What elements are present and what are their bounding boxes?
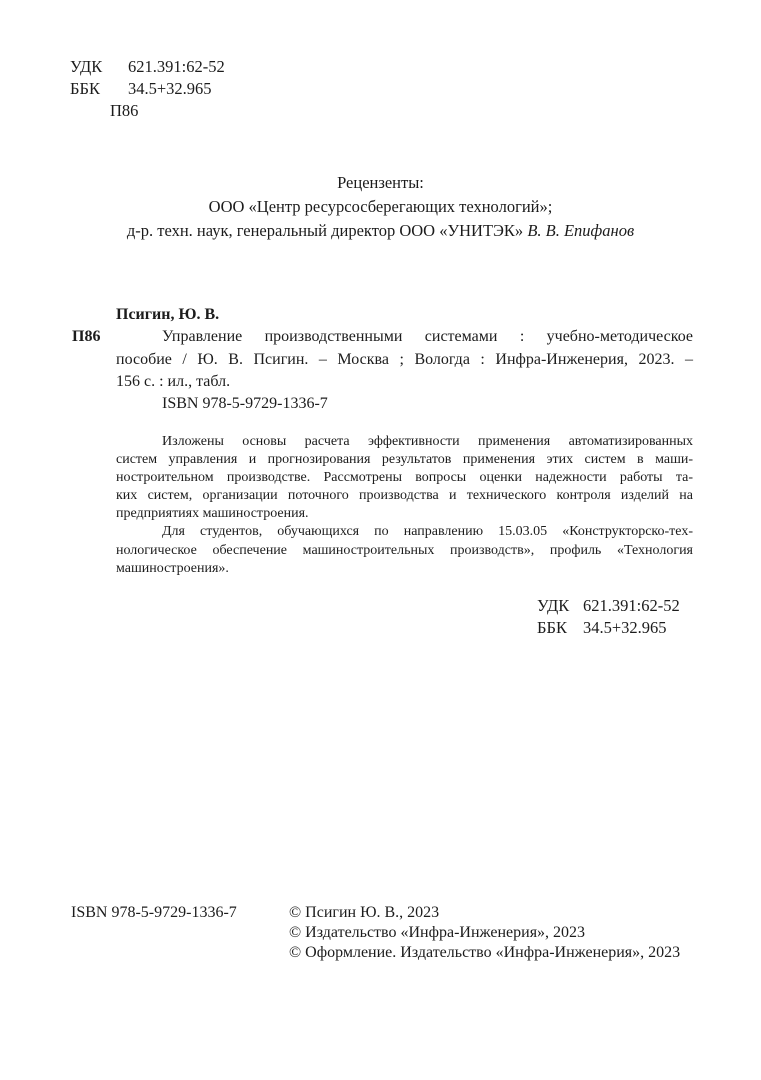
copyright-block-line-2: © Издательство «Инфра-Инженерия», 2023 xyxy=(289,924,586,942)
annotation-block xyxy=(116,433,693,578)
record-lines-line-3: 156 с. : ил., табл. xyxy=(116,372,231,390)
bottom-udk-label: УДК xyxy=(537,596,570,615)
reviewers-block xyxy=(0,171,761,243)
reviewer-1: ООО «Центр ресурсосберегающих технологий»; xyxy=(208,197,553,216)
record-lines-line-2: пособие / Ю. В. Псигин. – Москва ; Вологда : Инфра-Инженерия, 2023. – xyxy=(116,350,693,368)
copyright-block xyxy=(289,903,680,964)
author-sign: П86 xyxy=(110,101,139,120)
annotation-para2-line-2: нологическое обеспечение машиностроительных производств», профиль «Технология xyxy=(116,542,693,558)
annotation-para1-line-1: Изложены основы расчета эффективности применения автоматизированных xyxy=(162,434,693,449)
annotation-para1-line-2: систем управления и прогнозирования результатов применения этих систем в маши- xyxy=(116,452,693,468)
annotation-para1-line-4: ких систем, организации поточного производства и технического контроля изделий на xyxy=(116,488,693,504)
bbk-label: ББК xyxy=(70,79,100,98)
reviewer-2-title: д-р. техн. наук, генеральный директор ООО «УНИТЭК» xyxy=(126,221,528,240)
reviewer-2 xyxy=(0,219,761,243)
bottom-bbk-row xyxy=(537,617,680,639)
record-lines-line-1: Управление производственными системами : учебно-методическое xyxy=(162,328,693,346)
bottom-bbk-label: ББК xyxy=(537,618,567,637)
annotation-para1 xyxy=(116,433,693,523)
record-lines xyxy=(116,326,693,393)
bottom-bbk-value: 34.5+32.965 xyxy=(583,618,667,637)
annotation-para2-line-3: машиностроения». xyxy=(116,560,229,576)
bbk-value: 34.5+32.965 xyxy=(128,79,212,98)
copyright-block-line-1: © Псигин Ю. В., 2023 xyxy=(289,904,440,921)
footer-isbn: ISBN 978-5-9729-1336-7 xyxy=(71,904,237,921)
annotation-para1-line-5: предприятиях машиностроения. xyxy=(116,506,309,522)
reviewers-heading: Рецензенты: xyxy=(337,173,424,192)
annotation-para2-line-1: Для студентов, обучающихся по направлению 15.03.05 «Конструкторско-тех- xyxy=(162,524,693,540)
bbk-row xyxy=(70,78,225,100)
udk-row xyxy=(70,56,225,78)
annotation-para2 xyxy=(116,523,693,577)
annotation-para1-line-3: ностроительном производстве. Рассмотрены вопросы оценки надежности работы та- xyxy=(116,470,693,486)
bibliographic-record xyxy=(72,304,693,415)
record-author-sign: П86 xyxy=(72,328,101,345)
bottom-udk-row xyxy=(537,595,680,617)
udk-label: УДК xyxy=(70,57,103,76)
bottom-codes-block xyxy=(537,595,680,639)
top-codes-block xyxy=(70,56,225,122)
record-author: Псигин, Ю. В. xyxy=(116,306,220,323)
record-isbn: ISBN 978-5-9729-1336-7 xyxy=(162,395,328,413)
reviewer-2-name: В. В. Епифанов xyxy=(527,221,635,240)
bottom-udk-value: 621.391:62-52 xyxy=(583,596,680,615)
udk-value: 621.391:62-52 xyxy=(128,57,225,76)
copyright-block-line-3: © Оформление. Издательство «Инфра-Инженерия», 2023 xyxy=(289,944,681,962)
